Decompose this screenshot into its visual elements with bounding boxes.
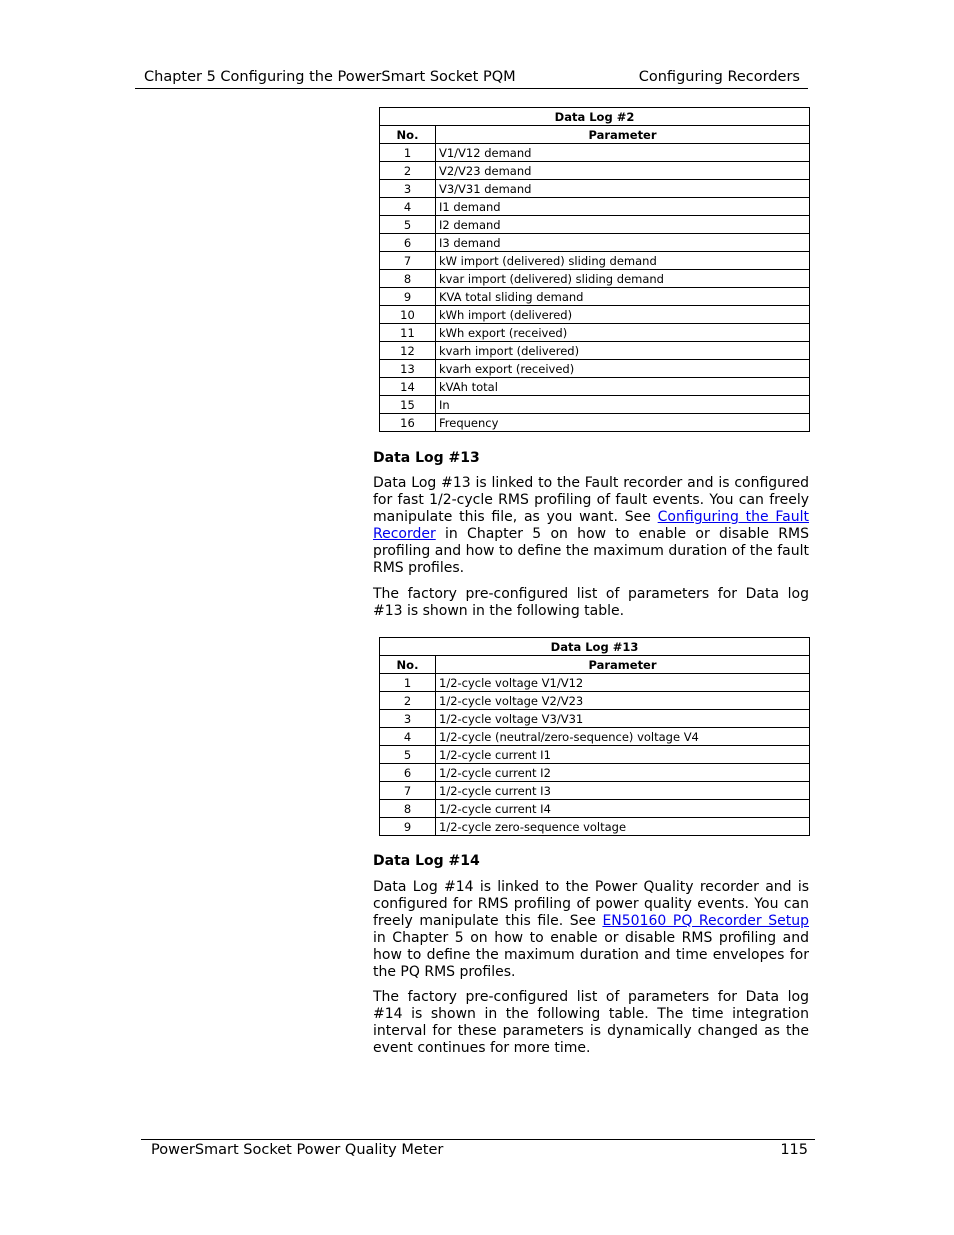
table-row: [380, 764, 810, 782]
row-number: 8: [380, 270, 436, 288]
row-number: 15: [380, 396, 436, 414]
column-header-no: No.: [380, 656, 436, 674]
row-parameter: 1/2-cycle current I3: [436, 782, 810, 800]
table-row: [380, 180, 810, 198]
row-parameter: V2/V23 demand: [436, 162, 810, 180]
row-number: 8: [380, 800, 436, 818]
row-parameter: I3 demand: [436, 234, 810, 252]
table-row: [380, 674, 810, 692]
table-row: [380, 710, 810, 728]
table-row: [380, 746, 810, 764]
data-log-13-intro: The factory pre-configured list of parameters for Data log #13 is shown in the following table.: [373, 586, 809, 619]
table-row: [380, 396, 810, 414]
row-parameter: KVA total sliding demand: [436, 288, 810, 306]
table-row: [380, 162, 810, 180]
row-number: 1: [380, 144, 436, 162]
row-number: 16: [380, 414, 436, 432]
row-number: 1: [380, 674, 436, 692]
row-parameter: kWh import (delivered): [436, 306, 810, 324]
row-parameter: kVAh total: [436, 378, 810, 396]
row-parameter: 1/2-cycle current I1: [436, 746, 810, 764]
table-row: [380, 216, 810, 234]
table-row: [380, 692, 810, 710]
data-log-13-heading: Data Log #13: [373, 450, 480, 466]
page-number: 115: [780, 1142, 808, 1158]
row-parameter: 1/2-cycle current I2: [436, 764, 810, 782]
data-log-13-table: [379, 637, 810, 836]
row-number: 4: [380, 198, 436, 216]
table-row: [380, 288, 810, 306]
row-parameter: 1/2-cycle voltage V1/V12: [436, 674, 810, 692]
data-log-14-heading: Data Log #14: [373, 853, 480, 869]
row-number: 11: [380, 324, 436, 342]
row-number: 6: [380, 234, 436, 252]
row-number: 10: [380, 306, 436, 324]
data-log-13-description: Data Log #13 is linked to the Fault recorder and is configured for fast 1/2-cycle RMS profiling of fault events. You can freely manipulate this file, as you want. See Configuring the Fault Recorder in Chapter 5 on how to enable or disable RMS profiling and how to define the maximum duration of the fault RMS profiles.: [373, 475, 809, 576]
row-parameter: kvarh import (delivered): [436, 342, 810, 360]
row-parameter: 1/2-cycle current I4: [436, 800, 810, 818]
row-number: 2: [380, 162, 436, 180]
row-number: 6: [380, 764, 436, 782]
row-number: 7: [380, 252, 436, 270]
row-parameter: 1/2-cycle zero-sequence voltage: [436, 818, 810, 836]
row-parameter: I2 demand: [436, 216, 810, 234]
table-row: [380, 252, 810, 270]
data-log-14-intro: The factory pre-configured list of parameters for Data log #14 is shown in the following table. The time integration interval for these parameters is dynamically changed as the event continues for more time.: [373, 989, 809, 1056]
row-number: 14: [380, 378, 436, 396]
row-number: 2: [380, 692, 436, 710]
table-row: [380, 818, 810, 836]
page-header: [135, 69, 808, 89]
en50160-pq-recorder-setup-link[interactable]: EN50160 PQ Recorder Setup: [602, 913, 809, 929]
table-row: [380, 800, 810, 818]
header-section-title: Configuring Recorders: [638, 69, 800, 85]
table-row: [380, 414, 810, 432]
row-number: 9: [380, 818, 436, 836]
row-number: 5: [380, 216, 436, 234]
row-number: 3: [380, 180, 436, 198]
row-number: 5: [380, 746, 436, 764]
data-log-2-table: [379, 107, 810, 432]
row-number: 9: [380, 288, 436, 306]
table-row: [380, 234, 810, 252]
row-parameter: kvarh export (received): [436, 360, 810, 378]
table-row: [380, 144, 810, 162]
row-parameter: 1/2-cycle (neutral/zero-sequence) voltage V4: [436, 728, 810, 746]
table-title: Data Log #2: [380, 108, 810, 126]
row-number: 4: [380, 728, 436, 746]
table-row: [380, 782, 810, 800]
table-row: [380, 378, 810, 396]
table-row: [380, 342, 810, 360]
table-row: [380, 728, 810, 746]
row-parameter: V3/V31 demand: [436, 180, 810, 198]
row-parameter: In: [436, 396, 810, 414]
row-parameter: I1 demand: [436, 198, 810, 216]
configuring-fault-recorder-link[interactable]: Configuring the Fault Recorder: [373, 509, 809, 542]
table-row: [380, 270, 810, 288]
table-row: [380, 198, 810, 216]
page-footer: [141, 1139, 815, 1160]
column-header-no: No.: [380, 126, 436, 144]
row-number: 3: [380, 710, 436, 728]
data-log-14-description: Data Log #14 is linked to the Power Quality recorder and is configured for RMS profiling of power quality events. You can freely manipulate this file. See EN50160 PQ Recorder Setup in Chapter 5 on how to enable or disable RMS profiling and how to define the maximum duration and time envelopes for the PQ RMS profiles.: [373, 879, 809, 980]
footer-product-name: PowerSmart Socket Power Quality Meter: [151, 1142, 444, 1158]
table-row: [380, 306, 810, 324]
column-header-parameter: Parameter: [436, 126, 810, 144]
table-title: Data Log #13: [380, 638, 810, 656]
row-parameter: 1/2-cycle voltage V3/V31: [436, 710, 810, 728]
header-chapter-title: Chapter 5 Configuring the PowerSmart Socket PQM: [144, 69, 516, 85]
row-parameter: kvar import (delivered) sliding demand: [436, 270, 810, 288]
row-parameter: V1/V12 demand: [436, 144, 810, 162]
table-row: [380, 360, 810, 378]
row-number: 13: [380, 360, 436, 378]
row-parameter: kW import (delivered) sliding demand: [436, 252, 810, 270]
row-parameter: kWh export (received): [436, 324, 810, 342]
row-number: 12: [380, 342, 436, 360]
table-row: [380, 324, 810, 342]
column-header-parameter: Parameter: [436, 656, 810, 674]
row-parameter: 1/2-cycle voltage V2/V23: [436, 692, 810, 710]
row-parameter: Frequency: [436, 414, 810, 432]
row-number: 7: [380, 782, 436, 800]
